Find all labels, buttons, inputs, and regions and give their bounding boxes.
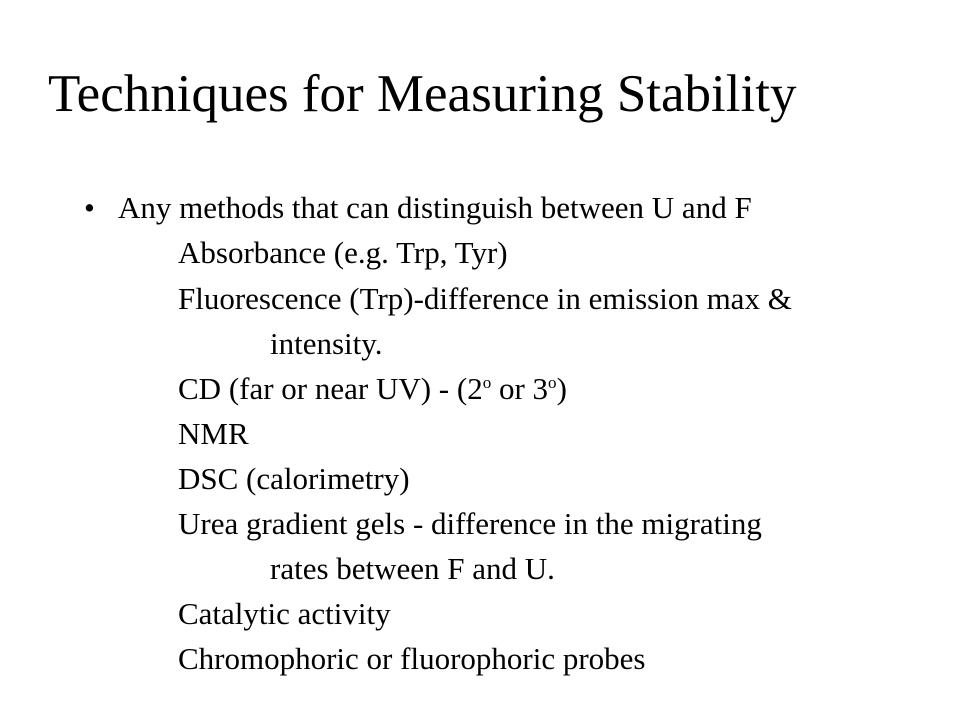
cd-degree-superscript-1: o bbox=[482, 372, 492, 392]
bullet-text: Any methods that can distinguish between U and F bbox=[118, 190, 752, 225]
item-catalytic: Catalytic activity bbox=[178, 596, 391, 631]
item-nmr: NMR bbox=[178, 416, 249, 451]
item-urea: Urea gradient gels - difference in the migrating bbox=[178, 506, 762, 541]
cd-degree-superscript-2: o bbox=[548, 372, 557, 392]
item-absorbance: Absorbance (e.g. Trp, Tyr) bbox=[178, 235, 508, 270]
slide-title: Techniques for Measuring Stability bbox=[48, 65, 797, 123]
item-dsc: DSC (calorimetry) bbox=[178, 461, 410, 496]
cd-text-middle: or 3 bbox=[491, 371, 549, 406]
item-urea-continued: rates between F and U. bbox=[270, 551, 555, 586]
cd-text-prefix: CD (far or near UV) - (2 bbox=[178, 371, 483, 406]
item-fluorescence: Fluorescence (Trp)-difference in emission max & bbox=[178, 281, 792, 316]
item-cd bbox=[178, 373, 567, 404]
cd-text-suffix: ) bbox=[556, 371, 567, 406]
item-probes: Chromophoric or fluorophoric probes bbox=[178, 641, 646, 676]
bullet-marker: • bbox=[84, 190, 95, 225]
item-fluorescence-continued: intensity. bbox=[270, 326, 383, 361]
